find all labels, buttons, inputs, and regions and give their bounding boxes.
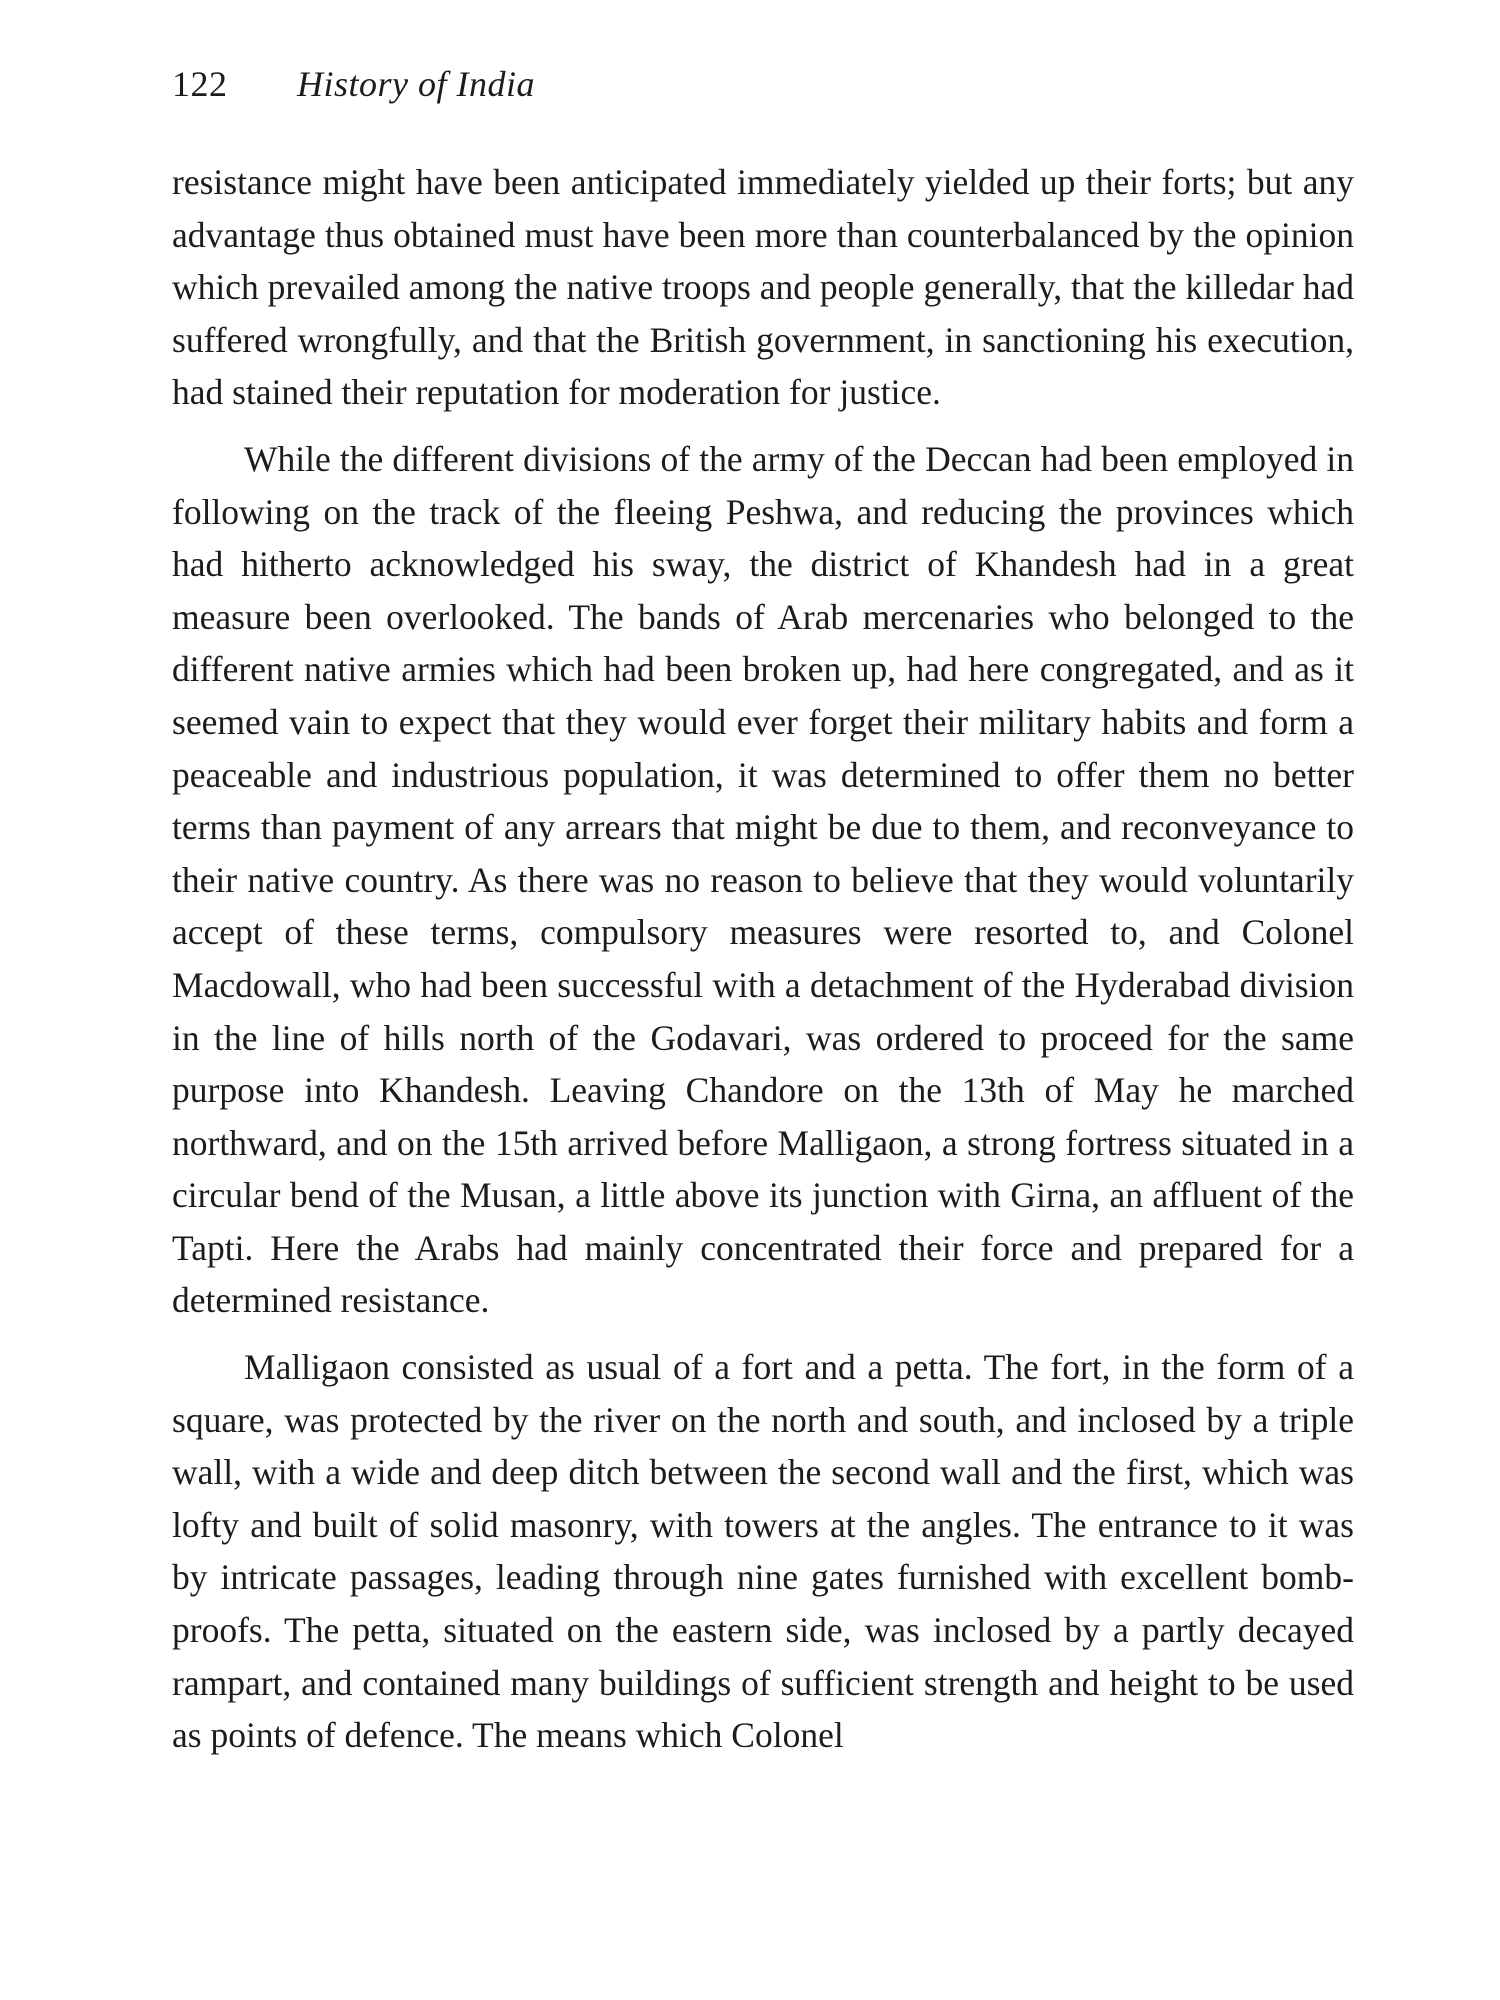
paragraph-malligaon: Malligaon consisted as usual of a fort and a petta. The fort, in the form of a square, was protected by the river on the north and south, and inclosed by a triple wall, with a wide and deep ditch between the second wall and the first, which was lofty and built of solid masonry, with towers at the angles. The entrance to it was by intricate passages, leading through nine gates furnished with excellent bomb-proofs. The petta, situated on the eastern side, was inclosed by a partly decayed rampart, and contained many buildings of sufficient strength and height to be used as points of defence. The means which Colonel (172, 1347, 1354, 1756)
running-head (172, 60, 1354, 108)
paragraph-continuation: resistance might have been anticipated immediately yielded up their forts; but any advantage thus obtained must have been more than counterbalanced by the opinion which prevailed among the native troops and people generally, that the killedar had suffered wrongfully, and that the British government, in sanctioning his execution, had stained their reputation for moderation for justice. (172, 162, 1354, 413)
book-title: History of India (297, 64, 535, 104)
book-page (172, 60, 1354, 1776)
page-number: 122 (172, 64, 228, 104)
paragraph-khandesh: While the different divisions of the army of the Deccan had been employed in following on the track of the fleeing Peshwa, and reducing the provinces which had hitherto acknowledged his sway, the district of Khandesh had in a great measure been overlooked. The bands of Arab mercenaries who belonged to the different native armies which had been broken up, had here congregated, and as it seemed vain to expect that they would ever forget their military habits and form a peaceable and industrious population, it was determined to offer them no better terms than payment of any arrears that might be due to them, and reconveyance to their native country. As there was no reason to believe that they would voluntarily accept of these terms, compulsory measures were resorted to, and Colonel Macdowall, who had been successful with a detachment of the Hyderabad division in the line of hills north of the Godavari, was ordered to proceed for the same purpose into Khandesh. Leaving Chandore on the 13th of May he marched northward, and on the 15th arrived before Malligaon, a strong fortress situated in a circular bend of the Musan, a little above its junction with Girna, an affluent of the Tapti. Here the Arabs had mainly concentrated their force and prepared for a determined resistance. (172, 438, 1354, 1321)
